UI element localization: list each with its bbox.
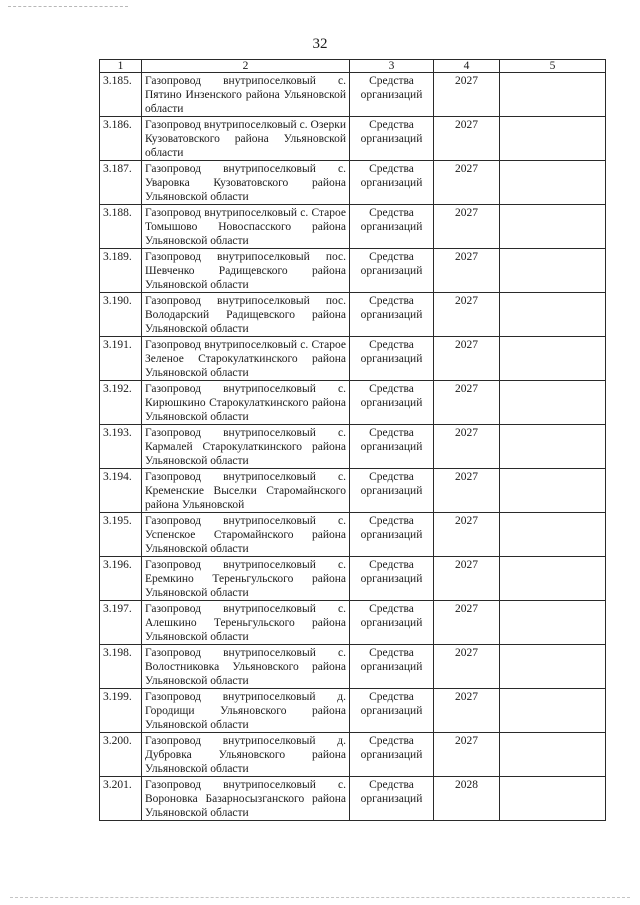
completion-year: 2028 (434, 777, 500, 821)
completion-year: 2027 (434, 117, 500, 161)
row-number: 3.190. (100, 293, 142, 337)
completion-year: 2027 (434, 557, 500, 601)
funding-source: Средства организаций (350, 249, 434, 293)
completion-year: 2027 (434, 73, 500, 117)
table-row (100, 557, 606, 601)
completion-year: 2027 (434, 249, 500, 293)
object-name (142, 557, 350, 601)
column-header-4: 4 (434, 60, 500, 73)
object-name-text: Газопровод внутрипоселковый с. Еремкино Тереньгульского района Ульяновской области (145, 559, 346, 599)
funding-source: Средства организаций (350, 733, 434, 777)
funding-source: Средства организаций (350, 73, 434, 117)
funding-source: Средства организаций (350, 293, 434, 337)
row-number: 3.189. (100, 249, 142, 293)
object-name (142, 777, 350, 821)
table-row (100, 381, 606, 425)
note-cell (500, 733, 606, 777)
row-number: 3.187. (100, 161, 142, 205)
object-name-text: Газопровод внутрипоселковый с. Старое Зеленое Старокулаткинского района Ульяновской области (145, 339, 346, 379)
scan-edge-top (8, 6, 128, 8)
funding-source: Средства организаций (350, 645, 434, 689)
object-name (142, 293, 350, 337)
completion-year: 2027 (434, 733, 500, 777)
completion-year: 2027 (434, 513, 500, 557)
object-name (142, 117, 350, 161)
funding-source: Средства организаций (350, 689, 434, 733)
table-row (100, 249, 606, 293)
table-row (100, 645, 606, 689)
page-number: 32 (312, 36, 328, 52)
object-name (142, 337, 350, 381)
funding-source: Средства организаций (350, 117, 434, 161)
completion-year: 2027 (434, 469, 500, 513)
funding-source: Средства организаций (350, 161, 434, 205)
completion-year: 2027 (434, 645, 500, 689)
object-name-text: Газопровод внутрипоселковый д. Городищи Ульяновского района Ульяновской области (145, 691, 346, 731)
completion-year: 2027 (434, 601, 500, 645)
funding-source: Средства организаций (350, 469, 434, 513)
completion-year: 2027 (434, 161, 500, 205)
row-number: 3.201. (100, 777, 142, 821)
table-row (100, 293, 606, 337)
object-name (142, 425, 350, 469)
row-number: 3.188. (100, 205, 142, 249)
completion-year: 2027 (434, 293, 500, 337)
table-row (100, 337, 606, 381)
object-name (142, 161, 350, 205)
object-name-text: Газопровод внутрипоселковый с. Кирюшкино Старокулаткинского района Ульяновской области (145, 383, 346, 423)
note-cell (500, 117, 606, 161)
object-name-text: Газопровод внутрипоселковый с. Уваровка Кузоватовского района Ульяновской области (145, 163, 346, 203)
object-name (142, 205, 350, 249)
object-name-text: Газопровод внутрипоселковый с. Вороновка Базарносызганского района Ульяновской области (145, 779, 346, 819)
completion-year: 2027 (434, 381, 500, 425)
table-row (100, 469, 606, 513)
object-name-text: Газопровод внутрипоселковый пос. Володарский Радищевского района Ульяновской области (145, 295, 346, 335)
row-number: 3.192. (100, 381, 142, 425)
column-header-3: 3 (350, 60, 434, 73)
row-number: 3.195. (100, 513, 142, 557)
row-number: 3.191. (100, 337, 142, 381)
completion-year: 2027 (434, 689, 500, 733)
funding-source: Средства организаций (350, 337, 434, 381)
column-header-1: 1 (100, 60, 142, 73)
note-cell (500, 557, 606, 601)
object-name (142, 733, 350, 777)
completion-year: 2027 (434, 205, 500, 249)
note-cell (500, 293, 606, 337)
funding-source: Средства организаций (350, 381, 434, 425)
object-name (142, 689, 350, 733)
row-number: 3.199. (100, 689, 142, 733)
note-cell (500, 161, 606, 205)
column-header-2: 2 (142, 60, 350, 73)
object-name-text: Газопровод внутрипоселковый с. Старое Томышово Новоспасского района Ульяновской области (145, 207, 346, 247)
table-row (100, 733, 606, 777)
table-row (100, 117, 606, 161)
funding-source: Средства организаций (350, 557, 434, 601)
table-row (100, 205, 606, 249)
table-row (100, 161, 606, 205)
completion-year: 2027 (434, 337, 500, 381)
row-number: 3.185. (100, 73, 142, 117)
note-cell (500, 205, 606, 249)
object-name-text: Газопровод внутрипоселковый с. Кременские Выселки Старомайнского района Ульяновской (145, 471, 346, 511)
table-row (100, 425, 606, 469)
object-name-text: Газопровод внутрипоселковый с. Пятино Инзенского района Ульяновской области (145, 75, 346, 115)
object-name (142, 73, 350, 117)
object-name (142, 513, 350, 557)
object-name-text: Газопровод внутрипоселковый с. Кармалей Старокулаткинского района Ульяновской области (145, 427, 346, 467)
row-number: 3.193. (100, 425, 142, 469)
note-cell (500, 777, 606, 821)
table-row (100, 777, 606, 821)
object-name-text: Газопровод внутрипоселковый д. Дубровка Ульяновского района Ульяновской области (145, 735, 346, 775)
note-cell (500, 249, 606, 293)
note-cell (500, 73, 606, 117)
completion-year: 2027 (434, 425, 500, 469)
object-name-text: Газопровод внутрипоселковый с. Успенское Старомайнского района Ульяновской области (145, 515, 346, 555)
row-number: 3.198. (100, 645, 142, 689)
row-number: 3.197. (100, 601, 142, 645)
funding-source: Средства организаций (350, 513, 434, 557)
row-number: 3.196. (100, 557, 142, 601)
column-header-5: 5 (500, 60, 606, 73)
object-name-text: Газопровод внутрипоселковый с. Алешкино Тереньгульского района Ульяновской области (145, 603, 346, 643)
object-name-text: Газопровод внутрипоселковый с. Озерки Кузоватовского района Ульяновской области (145, 119, 346, 159)
row-number: 3.194. (100, 469, 142, 513)
funding-source: Средства организаций (350, 777, 434, 821)
object-name-text: Газопровод внутрипоселковый пос. Шевченко Радищевского района Ульяновской области (145, 251, 346, 291)
funding-source: Средства организаций (350, 205, 434, 249)
object-name (142, 645, 350, 689)
table-row (100, 601, 606, 645)
scan-edge-bottom (10, 897, 630, 899)
note-cell (500, 381, 606, 425)
funding-source: Средства организаций (350, 601, 434, 645)
table-row (100, 689, 606, 733)
note-cell (500, 689, 606, 733)
row-number: 3.200. (100, 733, 142, 777)
table-header-row (100, 60, 606, 73)
program-table (99, 59, 606, 821)
note-cell (500, 337, 606, 381)
funding-source: Средства организаций (350, 425, 434, 469)
object-name-text: Газопровод внутрипоселковый с. Волостниковка Ульяновского района Ульяновской области (145, 647, 346, 687)
object-name (142, 469, 350, 513)
note-cell (500, 513, 606, 557)
object-name (142, 381, 350, 425)
note-cell (500, 469, 606, 513)
table-row (100, 513, 606, 557)
note-cell (500, 645, 606, 689)
object-name (142, 249, 350, 293)
object-name (142, 601, 350, 645)
note-cell (500, 425, 606, 469)
note-cell (500, 601, 606, 645)
row-number: 3.186. (100, 117, 142, 161)
table-row (100, 73, 606, 117)
table-body (100, 73, 606, 821)
